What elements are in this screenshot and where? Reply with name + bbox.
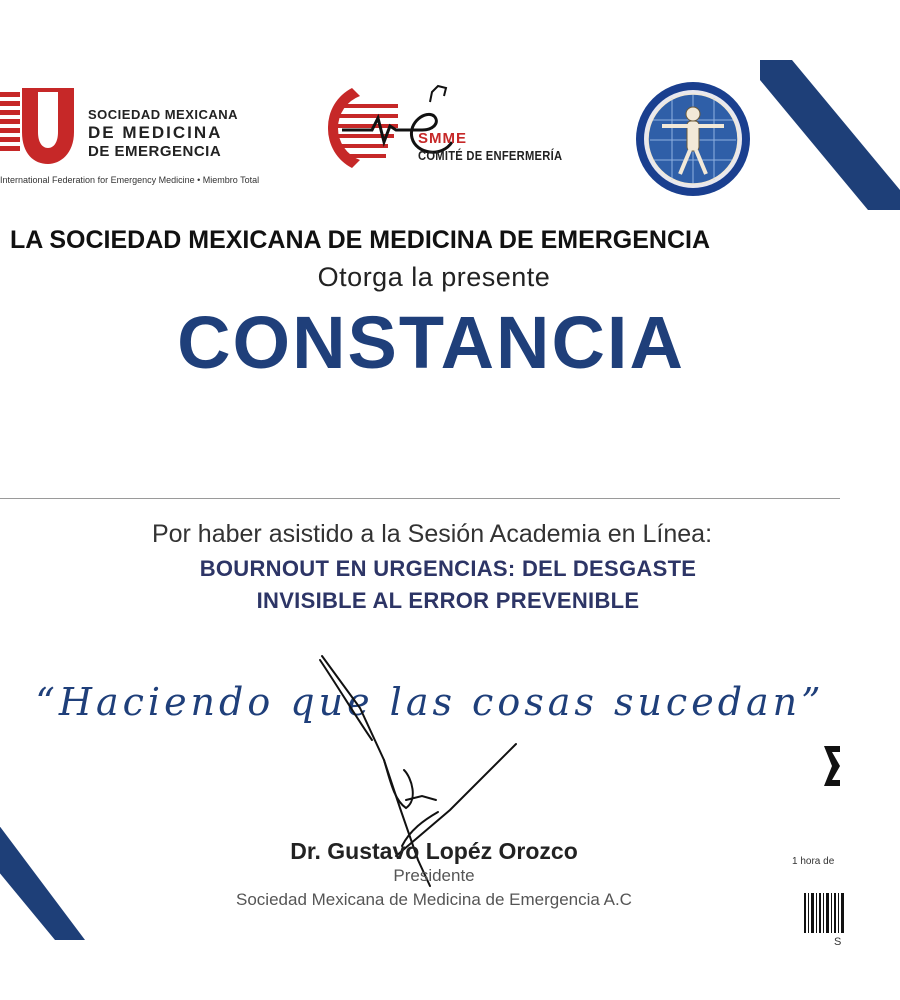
session-title — [0, 553, 896, 617]
smme-logo-line2: DE MEDICINA — [88, 123, 223, 142]
smme-logo-line3: DE EMERGENCIA — [88, 143, 222, 160]
smme-logo-tagline: International Federation for Emergency Medicine • Miembro Total — [0, 175, 260, 185]
grant-line: Otorga la presente — [317, 262, 551, 292]
motto: “Haciendo que las cosas sucedan” — [35, 680, 825, 724]
organization-title: LA SOCIEDAD MEXICANA DE MEDICINA DE EMERGENCIA — [10, 226, 711, 254]
institutional-seal-icon — [632, 80, 754, 198]
signatory-role: Presidente — [393, 866, 475, 885]
barcode-icon — [804, 893, 844, 933]
session-title-line2: INVISIBLE AL ERROR PREVENIBLE — [256, 588, 640, 613]
divider-line — [0, 498, 840, 499]
partial-logo-mark-icon — [822, 742, 852, 790]
signatory-name: Dr. Gustavo Lopéz Orozco — [290, 838, 578, 864]
smme-logo-text — [88, 107, 238, 161]
duration-note: 1 hora de — [792, 856, 835, 867]
smme-logo-icon — [0, 88, 80, 168]
nursing-committee-subtitle: COMITÉ DE ENFERMERÍA — [418, 148, 563, 163]
smme-logo-line1: SOCIEDAD MEXICANA — [88, 107, 239, 122]
signatory-organization: Sociedad Mexicana de Medicina de Emergencia A.C — [236, 890, 632, 909]
decorative-stripe-top — [760, 40, 900, 210]
barcode-code: S — [834, 936, 842, 948]
session-title-line1: BOURNOUT EN URGENCIAS: DEL DESGASTE — [199, 556, 697, 581]
nursing-committee-brand: SMME — [418, 130, 467, 147]
attendance-line: Por haber asistido a la Sesión Academia en Línea: — [151, 520, 713, 548]
certificate-title: CONSTANCIA — [177, 301, 685, 384]
